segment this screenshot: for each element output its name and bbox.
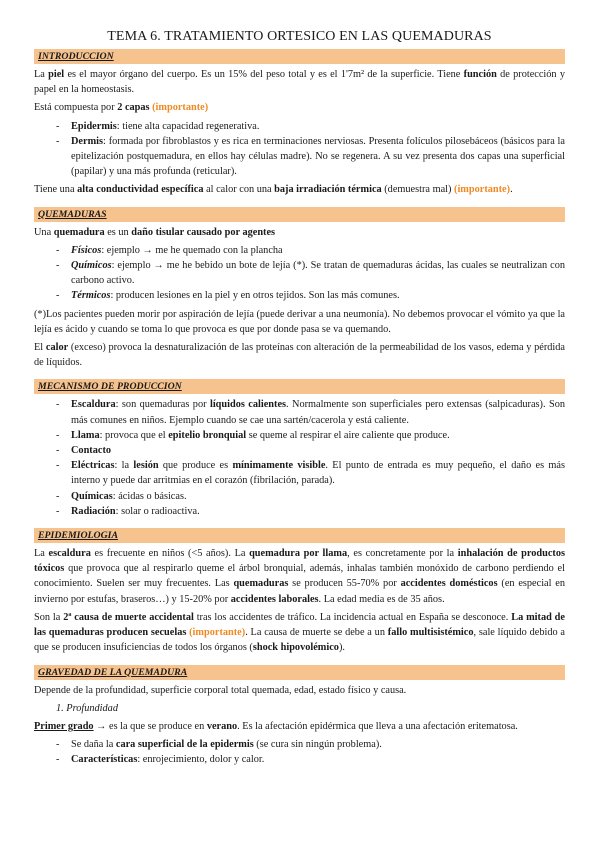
list-item: - Químicos: ejemplo → me he bebido un bote de lejía (*). Se tratan de quemaduras ácidas, las cuales se neutralizan con carbono activo. [34,258,565,288]
paragraph: Son la 2ª causa de muerte accidental tras los accidentes de tráfico. La incidencia actual en España se desconoce. La mitad de las quemaduras producen secuelas (importante). La causa de muerte se debe a un fallo multisistémico, sale líquido debido a que se producen insuficiencias de todos los órganos (shock hipovolémico). [34,611,565,654]
list-item: - Radiación: solar o radioactiva. [34,504,565,519]
paragraph: Primer grado → es la que se produce en verano. Es la afectación epidérmica que lleva a una afectación eritematosa. [34,720,518,732]
important-note: (importante) [149,102,209,114]
section-heading-quemaduras: QUEMADURAS [34,207,565,222]
bullet-list [34,119,565,180]
list-item: - Físicos: ejemplo → me he quemado con la plancha [34,243,565,258]
paragraph: Tiene una alta conductividad específica al calor con una baja irradiación térmica (demuestra mal) (importante). [34,184,513,196]
paragraph: La escaldura es frecuente en niños (<5 años). La quemadura por llama, es concretamente por la inhalación de productos tóxicos que provoca que al respirarlo queme el árbol bronquial, además, inhalas también monóxido de carbono perdiendo el conocimiento. Suelen ser muy frecuentes. Las quemaduras se producen 55-70% por accidentes domésticos (en especial en invierno por estufas, braseros…) y 15-20% por accidentes laborales. La edad media es de 35 años. [34,548,565,605]
bullet-list [34,397,565,519]
list-item: - Epidermis: tiene alta capacidad regenerativa. [34,119,565,134]
paragraph: (*)Los pacientes pueden morir por aspiración de lejía (puede derivar a una neumonía). No debemos provocar el vómito ya que la lejía es ácido y cuando se toma lo que provoca es que por donde pasa se va quemando. [34,308,565,335]
section-heading-mecanismo: MECANISMO DE PRODUCCION [34,379,565,394]
list-item: - Se daña la cara superficial de la epidermis (se cura sin ningún problema). [34,737,565,752]
document-page [34,28,565,771]
list-item: - Eléctricas: la lesión que produce es mínimamente visible. El punto de entrada es muy pequeño, el daño es más interno y puede dar arritmias en el corazón (fibrilación, parada). [34,458,565,488]
bullet-list [34,737,565,767]
page-title: TEMA 6. TRATAMIENTO ORTESICO EN LAS QUEMADURAS [107,29,492,44]
paragraph: Está compuesta por 2 capas (importante) [34,102,209,114]
list-item: - Llama: provoca que el epitelio bronquial se queme al respirar el aire caliente que produce. [34,428,565,443]
important-note: (importante) [186,627,246,639]
list-item: - Químicas: ácidas o básicas. [34,489,565,504]
section-heading-introduccion: INTRODUCCION [34,49,565,64]
paragraph: Una quemadura es un daño tisular causado por agentes [34,226,276,238]
list-item: - Características: enrojecimiento, dolor y calor. [34,752,565,767]
section-heading-gravedad: GRAVEDAD DE LA QUEMADURA [34,665,565,680]
list-item: - Escaldura: son quemaduras por líquidos calientes. Normalmente son superficiales pero extensas (salpicaduras). Son más comunes en niños. Ejemplo cuando se cae una sartén/cacerola y está caliente. [34,397,565,427]
bullet-list [34,243,565,304]
paragraph: El calor (exceso) provoca la desnaturalización de las proteínas con alteración de la permeabilidad de los vasos, edema y pérdida de líquidos. [34,342,565,369]
list-item: - Contacto [34,443,565,458]
paragraph: Depende de la profundidad, superficie corporal total quemada, edad, estado físico y causa. [34,684,407,696]
list-item: - Dermis: formada por fibroblastos y es rica en terminaciones nerviosas. Presenta folículos pilosebáceos (básicos para la epitelización postquemadura, en ellos hay células madre). No se regenera. A su vez presenta dos capas una superficial (papilar) y una más profunda (reticular). [34,134,565,180]
section-heading-epidemiologia: EPIDEMIOLOGIA [34,528,565,543]
subheading-profundidad: 1. Profundidad [56,702,118,714]
important-note: (importante) [454,184,511,196]
paragraph: La piel es el mayor órgano del cuerpo. Es un 15% del peso total y es el 1'7m² de la superficie. Tiene función de protección y papel en la homeostasis. [34,69,566,96]
list-item: - Térmicos: producen lesiones en la piel y en otros tejidos. Son las más comunes. [34,288,565,303]
